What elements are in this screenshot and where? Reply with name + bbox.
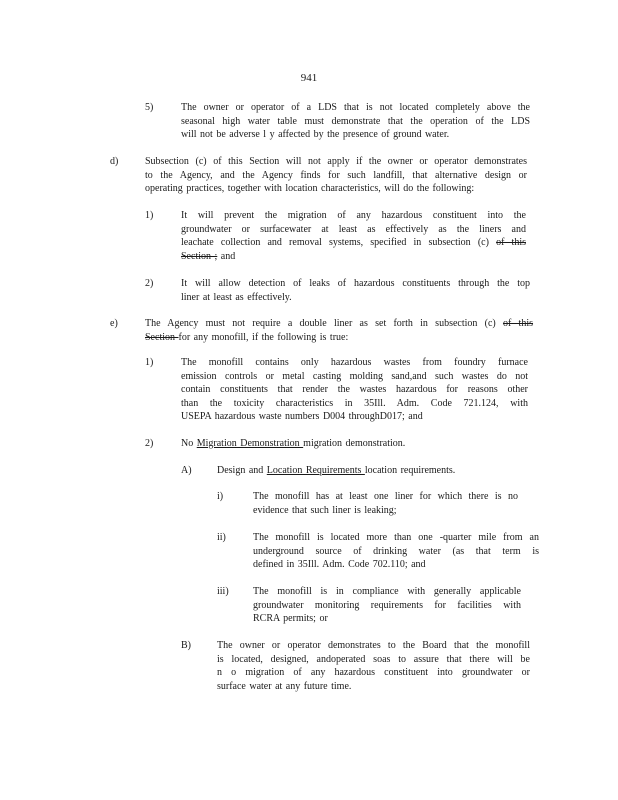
- text-line: [181, 236, 526, 250]
- item-label: 1): [145, 210, 154, 221]
- text-line: [145, 331, 533, 345]
- text-line: [253, 531, 539, 545]
- text-line: [181, 383, 528, 397]
- item-text: [145, 155, 527, 196]
- item-text: [217, 639, 530, 693]
- text-run: It will prevent the migration of any hazardous constituent into the: [181, 210, 526, 221]
- text-run: Subsection (c) of this Section will not apply if the owner or operator demonstrates: [145, 156, 527, 167]
- text-line: [217, 653, 530, 667]
- item-text: [145, 317, 533, 344]
- text-line: [253, 545, 539, 559]
- item-text: [181, 101, 530, 142]
- item-text: [217, 464, 487, 478]
- text-run: RCRA permits; or: [253, 613, 328, 624]
- text-run: evidence that such liner is leaking;: [253, 504, 397, 516]
- text-line: [181, 128, 530, 142]
- text-line: [181, 410, 528, 424]
- text-line: [253, 490, 518, 504]
- text-run: and: [217, 250, 236, 262]
- text-run: will not be adverse l y affected by the presence of ground water.: [181, 129, 450, 140]
- text-line: [181, 291, 530, 305]
- item-label: e): [110, 318, 118, 329]
- text-run: seasonal high water table must demonstrate that the operation of the LDS: [181, 115, 530, 127]
- item-label: ii): [217, 532, 226, 543]
- text-run: Design and: [217, 465, 267, 476]
- item-text: [253, 585, 521, 626]
- item-text: [253, 490, 518, 517]
- text-line: [217, 639, 530, 653]
- text-run: The Agency must not require a double liner as set forth in subsection (c): [145, 318, 503, 329]
- text-line: [181, 115, 530, 129]
- text-line: [253, 599, 521, 613]
- item-label: 1): [145, 357, 154, 368]
- text-line: [217, 680, 530, 694]
- item-label: 2): [145, 278, 154, 289]
- text-line: [181, 250, 526, 264]
- item-label: d): [110, 156, 119, 167]
- text-line: [181, 223, 526, 237]
- item-label: B): [181, 640, 191, 651]
- text-line: [253, 558, 539, 572]
- text-run: It will allow detection of leaks of hazardous constituents through the top: [181, 278, 530, 289]
- text-line: [181, 397, 528, 411]
- deleted-text: of this: [502, 318, 534, 329]
- item-label: A): [181, 465, 192, 476]
- text-run: migration demonstration.: [303, 438, 406, 449]
- text-run: surface water at any future time.: [217, 680, 352, 692]
- text-run: The monofill is in compliance with generally applicable: [253, 586, 521, 597]
- text-line: [217, 464, 487, 478]
- text-run: The owner or operator demonstrates to the Board that the monofill: [217, 640, 530, 651]
- text-line: [181, 370, 528, 384]
- item-text: [181, 437, 441, 451]
- text-run: n o migration of any hazardous constituent into groundwater or: [217, 667, 530, 678]
- text-line: [181, 209, 526, 223]
- text-run: liner at least as effectively.: [181, 291, 292, 303]
- page-number: 941: [300, 72, 318, 84]
- text-run: The monofill is located more than one -quarter mile from an: [253, 532, 539, 543]
- text-run: groundwater or surfacewater at least as effectively as the liners and: [181, 223, 526, 235]
- text-run: USEPA hazardous waste numbers D004 throughD017; and: [181, 411, 423, 422]
- text-line: [145, 182, 527, 196]
- text-run: leachate collection and removal systems, specified in subsection (c): [181, 237, 497, 248]
- text-run: The owner or operator of a LDS that is not located completely above the: [181, 102, 530, 113]
- deleted-text: Section ;: [181, 250, 218, 262]
- text-line: [145, 169, 527, 183]
- text-line: [181, 437, 441, 451]
- text-run: location requirements.: [364, 465, 456, 476]
- inserted-text: Migration Demonstration: [196, 438, 304, 449]
- item-text: [253, 531, 539, 572]
- text-line: [145, 155, 527, 169]
- text-run: The monofill has at least one liner for which there is no: [253, 491, 518, 502]
- text-run: is located, designed, andoperated soas to assure that there will be: [217, 653, 530, 665]
- text-run: The monofill contains only hazardous wastes from foundry furnace: [181, 357, 528, 368]
- text-run: for any monofill, if the following is true:: [178, 331, 349, 343]
- text-line: [217, 666, 530, 680]
- text-line: [253, 612, 521, 626]
- text-run: operating practices, together with location characteristics, will do the following:: [145, 183, 475, 194]
- text-run: No: [181, 438, 197, 449]
- item-label: iii): [217, 586, 229, 597]
- text-line: [253, 585, 521, 599]
- text-line: [181, 356, 528, 370]
- deleted-text: of this: [496, 237, 526, 248]
- item-label: i): [217, 491, 224, 502]
- item-text: [181, 277, 530, 304]
- deleted-text: Section: [145, 331, 179, 343]
- text-run: to the Agency, and the Agency finds for such landfill, that alternative design or: [145, 169, 527, 181]
- text-line: [181, 277, 530, 291]
- text-line: [253, 504, 518, 518]
- item-text: [181, 209, 526, 263]
- text-run: emission controls or metal casting molding sand,and such wastes do not: [181, 370, 528, 382]
- text-line: [181, 101, 530, 115]
- text-line: [145, 317, 533, 331]
- text-run: underground source of drinking water (as that term is: [253, 545, 539, 557]
- text-run: contain constituents that render the wastes hazardous for reasons other: [181, 384, 528, 395]
- text-run: than the toxicity characteristics in 35Ill. Adm. Code 721.124, with: [181, 397, 528, 409]
- inserted-text: Location Requirements: [266, 465, 365, 476]
- item-label: 2): [145, 438, 154, 449]
- text-run: groundwater monitoring requirements for facilities with: [253, 599, 521, 611]
- text-run: defined in 35Ill. Adm. Code 702.110; and: [253, 559, 426, 570]
- item-text: [181, 356, 528, 424]
- item-label: 5): [145, 102, 154, 113]
